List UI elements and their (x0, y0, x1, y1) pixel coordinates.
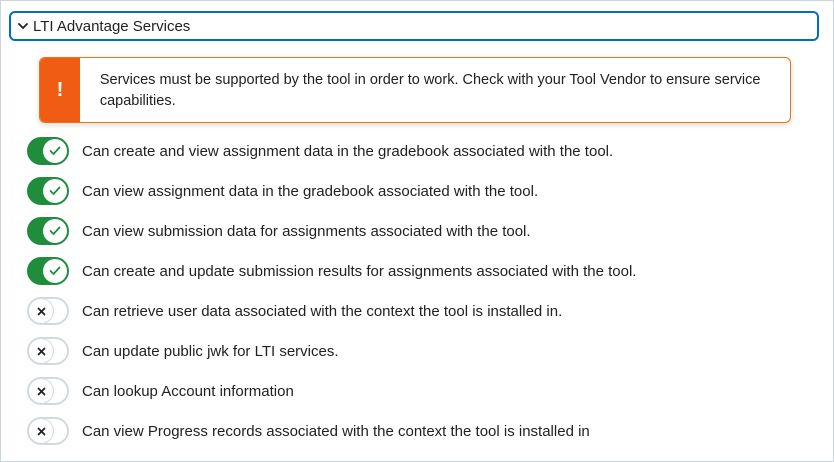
service-option-label: Can view assignment data in the gradebook associated with the tool. (82, 182, 539, 200)
service-toggle-off[interactable] (27, 377, 69, 405)
service-option-label: Can create and update submission results for assignments associated with the tool. (82, 262, 637, 280)
service-option-label: Can view submission data for assignments associated with the tool. (82, 222, 531, 240)
service-option-row (27, 131, 827, 171)
x-icon (29, 379, 53, 403)
lti-advantage-services-toggle[interactable] (9, 11, 819, 41)
service-option-row (27, 291, 827, 331)
service-toggle-off[interactable] (27, 417, 69, 445)
service-option-row (27, 411, 827, 451)
service-option-label: Can lookup Account information (82, 382, 294, 400)
service-toggle-on[interactable] (27, 177, 69, 205)
service-option-row (27, 371, 827, 411)
x-icon (29, 419, 53, 443)
x-icon (29, 299, 53, 323)
service-toggle-on[interactable] (27, 137, 69, 165)
x-icon (29, 339, 53, 363)
alert-message: Services must be supported by the tool in order to work. Check with your Tool Vendor to ensure service capabilities. (99, 72, 761, 109)
service-toggle-off[interactable] (27, 297, 69, 325)
service-option-label: Can view Progress records associated with the context the tool is installed in (82, 422, 590, 440)
checkmark-icon (43, 139, 67, 163)
service-toggle-on[interactable] (27, 217, 69, 245)
checkmark-icon (43, 179, 67, 203)
service-toggle-on[interactable] (27, 257, 69, 285)
service-option-label: Can update public jwk for LTI services. (82, 342, 339, 360)
service-option-row (27, 331, 827, 371)
service-option-label: Can retrieve user data associated with the context the tool is installed in. (82, 302, 563, 320)
section-title: LTI Advantage Services (33, 17, 191, 35)
service-option-row (27, 171, 827, 211)
service-options-list (27, 131, 827, 451)
service-toggle-off[interactable] (27, 337, 69, 365)
checkmark-icon (43, 259, 67, 283)
exclamation-icon: ! (40, 58, 80, 122)
service-option-row (27, 251, 827, 291)
service-option-label: Can create and view assignment data in the gradebook associated with the tool. (82, 142, 614, 160)
chevron-down-icon (17, 20, 29, 32)
service-option-row (27, 211, 827, 251)
checkmark-icon (43, 219, 67, 243)
warning-alert (39, 57, 791, 123)
